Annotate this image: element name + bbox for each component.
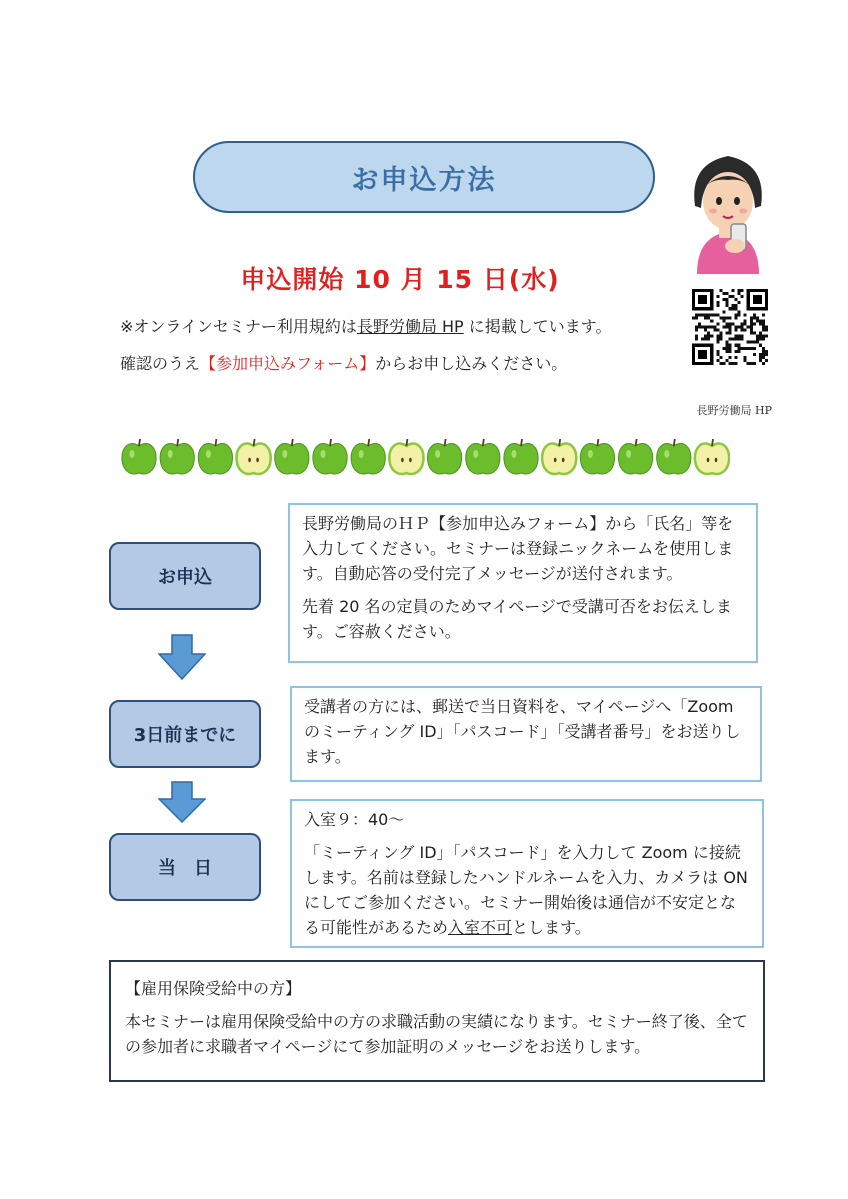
terms-note-suffix: に掲載しています。 [463, 317, 612, 336]
step-apply-text-1: 長野労働局のＨＰ【参加申込みフォーム】から「氏名」等を入力してください。セミナーは登録ニックネームを使用します。自動応答の受付完了メッセージが送付されます。 [302, 514, 734, 583]
step-day-of-text [304, 840, 750, 940]
employment-insurance-heading: 【雇用保険受給中の方】 [125, 979, 302, 998]
green-apple-icon [351, 439, 385, 474]
step-day-of-entry-time: 入室９：40～ [304, 810, 405, 829]
green-apple-icon [313, 439, 347, 474]
apply-note-suffix: からお申し込みください。 [375, 354, 568, 373]
green-apple-icon [122, 439, 156, 474]
apply-note [120, 351, 567, 374]
apply-note-prefix: 確認のうえ [120, 354, 201, 373]
step-day-of-text-prefix: 「ミーティング ID」「パスコード」を入力して Zoom に接続します。名前は登録したハンドルネームを入力、カメラは ON にしてご参加ください。セミナー開始後は通信が不安定となる可能性があるため [304, 843, 748, 937]
green-apple-icon [275, 439, 309, 474]
green-apple-icon [580, 439, 614, 474]
qr-caption: 長野労働局 HP [696, 404, 772, 417]
green-apple-icon [160, 439, 194, 474]
step-three-days-text: 受講者の方には、郵送で当日資料を、マイページへ「Zoom のミーティング ID」「パスコード」「受講者番号」をお送りします。 [304, 697, 741, 766]
cut-apple-icon [695, 439, 729, 474]
cut-apple-icon [389, 439, 423, 474]
employment-insurance-text: 本セミナーは雇用保険受給中の方の求職活動の実績になります。セミナー終了後、全ての参加者に求職者マイページにて参加証明のメッセージをお送りします。 [125, 1012, 748, 1056]
green-apple-icon [619, 439, 653, 474]
green-apple-icon [428, 439, 462, 474]
page-title: お申込方法 [193, 141, 655, 213]
down-arrow-icon [158, 634, 206, 680]
cut-apple-icon [237, 439, 271, 474]
employment-insurance-box [109, 960, 765, 1082]
step-three-days-before: 3日前までに [109, 700, 261, 768]
green-apple-icon [504, 439, 538, 474]
step-apply-text-2: 先着 20 名の定員のためマイページで受講可否をお伝えします。ご容赦ください。 [302, 597, 732, 641]
step-apply-details [288, 503, 758, 663]
step-day-of-text-suffix: とします。 [512, 918, 591, 937]
green-apple-icon [466, 439, 500, 474]
step-day-of-details [290, 799, 764, 948]
labor-bureau-hp-link[interactable]: 長野労働局 HP [356, 317, 464, 336]
green-apple-icon [198, 439, 232, 474]
woman-with-smartphone-icon [683, 146, 773, 274]
qr-code[interactable] [692, 289, 768, 365]
application-start-date: 申込開始 10 月 15 日(水) [240, 265, 560, 294]
cut-apple-icon [542, 439, 576, 474]
step-three-days-details [290, 686, 762, 782]
step-day-of: 当 日 [109, 833, 261, 901]
entry-not-allowed: 入室不可 [448, 918, 513, 937]
terms-note-prefix: ※オンラインセミナー利用規約は [120, 317, 357, 336]
down-arrow-icon [158, 781, 206, 823]
green-apple-icon [657, 439, 691, 474]
terms-note [120, 314, 612, 337]
step-apply: お申込 [109, 542, 261, 610]
apple-decoration-row [120, 436, 730, 478]
application-form-link[interactable]: 【参加申込みフォーム】 [200, 354, 376, 373]
